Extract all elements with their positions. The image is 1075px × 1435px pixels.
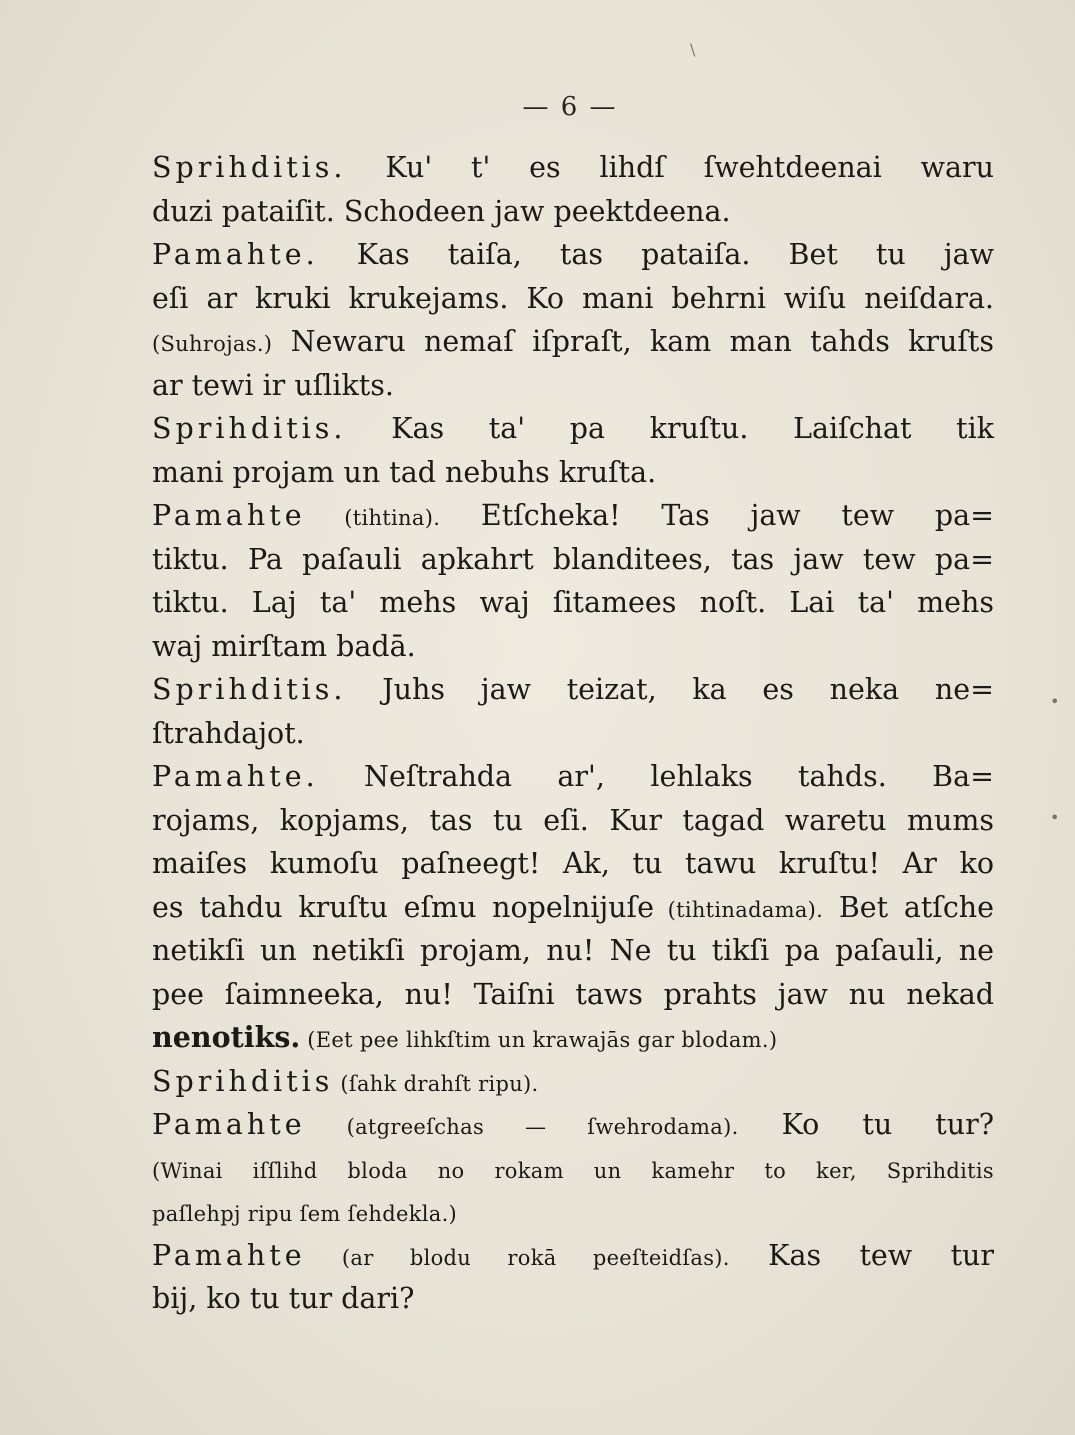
speaker-name: Pamahte xyxy=(152,1108,306,1141)
dialogue-segment: netikſi un netikſi projam, nu! Ne tu tikſi pa paſauli, ne xyxy=(152,934,994,967)
text-line xyxy=(152,277,994,321)
dialogue-segment: Neſtrahda ar', lehlaks tahds. Ba= xyxy=(318,760,994,793)
dialogue-segment: Kas tew tur xyxy=(729,1238,994,1272)
stage-direction: (Suhrojas.) xyxy=(152,332,273,356)
text-line xyxy=(152,451,994,495)
dialogue-segment: ar tewi ir uſlikts. xyxy=(152,368,394,402)
dialogue-segment: Juhs jaw teizat, ka es neka ne= xyxy=(346,673,994,706)
text-line xyxy=(152,625,994,669)
text-line xyxy=(152,1190,994,1234)
dialogue-segment: Kas taiſa, tas pataiſa. Bet tu jaw xyxy=(318,238,994,271)
text-line xyxy=(152,712,994,756)
text-line xyxy=(152,233,994,277)
text-line xyxy=(152,886,994,930)
dialogue-segment: Newaru nemaſ iſpraſt, kam man tahds kruſts xyxy=(272,325,994,358)
stage-direction: (ſahk drahſt ripu). xyxy=(333,1071,539,1096)
speaker-name: Pamahte xyxy=(152,499,306,532)
dialogue-segment: Etſcheka! Tas jaw tew pa= xyxy=(440,499,994,532)
text-line xyxy=(152,146,994,190)
dialogue-segment: es tahdu kruſtu eſmu nopelnijuſe xyxy=(152,890,654,924)
text-line xyxy=(152,929,994,973)
text-line xyxy=(152,1060,994,1104)
text-line xyxy=(152,842,994,886)
dialogue-segment: nenotiks. xyxy=(152,1020,301,1054)
dialogue-segment: ſtrahdajot. xyxy=(152,716,305,750)
text-line xyxy=(152,364,994,408)
stage-direction: (ar blodu rokā peeſteidſas). xyxy=(305,1245,730,1270)
text-line xyxy=(152,320,994,364)
page-number: — 6 — xyxy=(522,92,618,122)
stage-direction: (tihtinadama). xyxy=(653,897,824,922)
dialogue-segment: tiktu. Pa paſauli apkahrt blanditees, tas jaw tew pa= xyxy=(152,542,994,576)
speaker-name: Sprihditis. xyxy=(152,412,347,445)
speaker-name: Pamahte. xyxy=(152,238,319,271)
text-line xyxy=(152,1234,994,1278)
dialogue-segment: Bet atſche xyxy=(823,890,995,924)
text-line xyxy=(152,799,994,843)
text-line xyxy=(152,1016,994,1060)
dialogue-segment: mani projam un tad nebuhs kruſta. xyxy=(152,455,657,489)
stage-direction: (Winai iſſlihd bloda no rokam un kamehr to ker, Sprihditis xyxy=(152,1158,994,1183)
text-line xyxy=(152,494,994,538)
dialogue-segment: duzi pataiſit. Schodeen jaw peektdeena. xyxy=(152,194,731,228)
dialogue-segment: maiſes kumoſu paſneegt! Ak, tu tawu kruſtu! Ar ko xyxy=(152,847,994,880)
text-line xyxy=(152,755,994,799)
speaker-name: Sprihditis. xyxy=(152,151,347,184)
text-line xyxy=(152,407,994,451)
stage-direction: paſlehpj ripu ſem ſehdekla.) xyxy=(152,1202,458,1226)
dialogue-segment: Ko tu tur? xyxy=(738,1108,994,1141)
speaker-name: Pamahte xyxy=(152,1238,306,1272)
print-speck: • xyxy=(1050,692,1060,711)
print-speck: • xyxy=(1050,808,1060,827)
text-line xyxy=(152,538,994,582)
speaker-name: Pamahte. xyxy=(152,760,319,793)
dialogue-segment: Ku' t' es lihdſ ſwehtdeenai waru xyxy=(346,151,994,184)
text-line xyxy=(152,1103,994,1147)
stage-direction: (Eet pee lihkſtim un krawajās gar blodam.) xyxy=(300,1028,778,1052)
dialogue-text xyxy=(152,146,994,1321)
dialogue-segment: pee ſaimneeka, nu! Taiſni taws prahts jaw nu nekad xyxy=(152,977,994,1011)
stage-direction: (atgreeſchas — ſwehrodama). xyxy=(305,1115,739,1139)
speaker-name: Sprihditis xyxy=(152,1064,334,1098)
text-line xyxy=(152,668,994,712)
dialogue-segment: rojams, kopjams, tas tu eſi. Kur tagad waretu mums xyxy=(152,803,994,837)
print-speck: \ xyxy=(690,40,696,59)
text-line xyxy=(152,1277,994,1321)
text-line xyxy=(152,1147,994,1191)
dialogue-segment: waj mirſtam badā. xyxy=(152,629,416,663)
dialogue-segment: tiktu. Laj ta' mehs waj ſitamees noſt. Lai ta' mehs xyxy=(152,586,994,619)
text-line xyxy=(152,973,994,1017)
dialogue-segment: Kas ta' pa kruſtu. Laiſchat tik xyxy=(346,412,994,445)
stage-direction: (tihtina). xyxy=(305,506,441,530)
text-line xyxy=(152,190,994,234)
dialogue-segment: bij, ko tu tur dari? xyxy=(152,1282,415,1315)
speaker-name: Sprihditis. xyxy=(152,673,347,706)
dialogue-segment: eſi ar kruki krukejams. Ko mani behrni wiſu neiſdara. xyxy=(152,281,994,315)
text-line xyxy=(152,581,994,625)
